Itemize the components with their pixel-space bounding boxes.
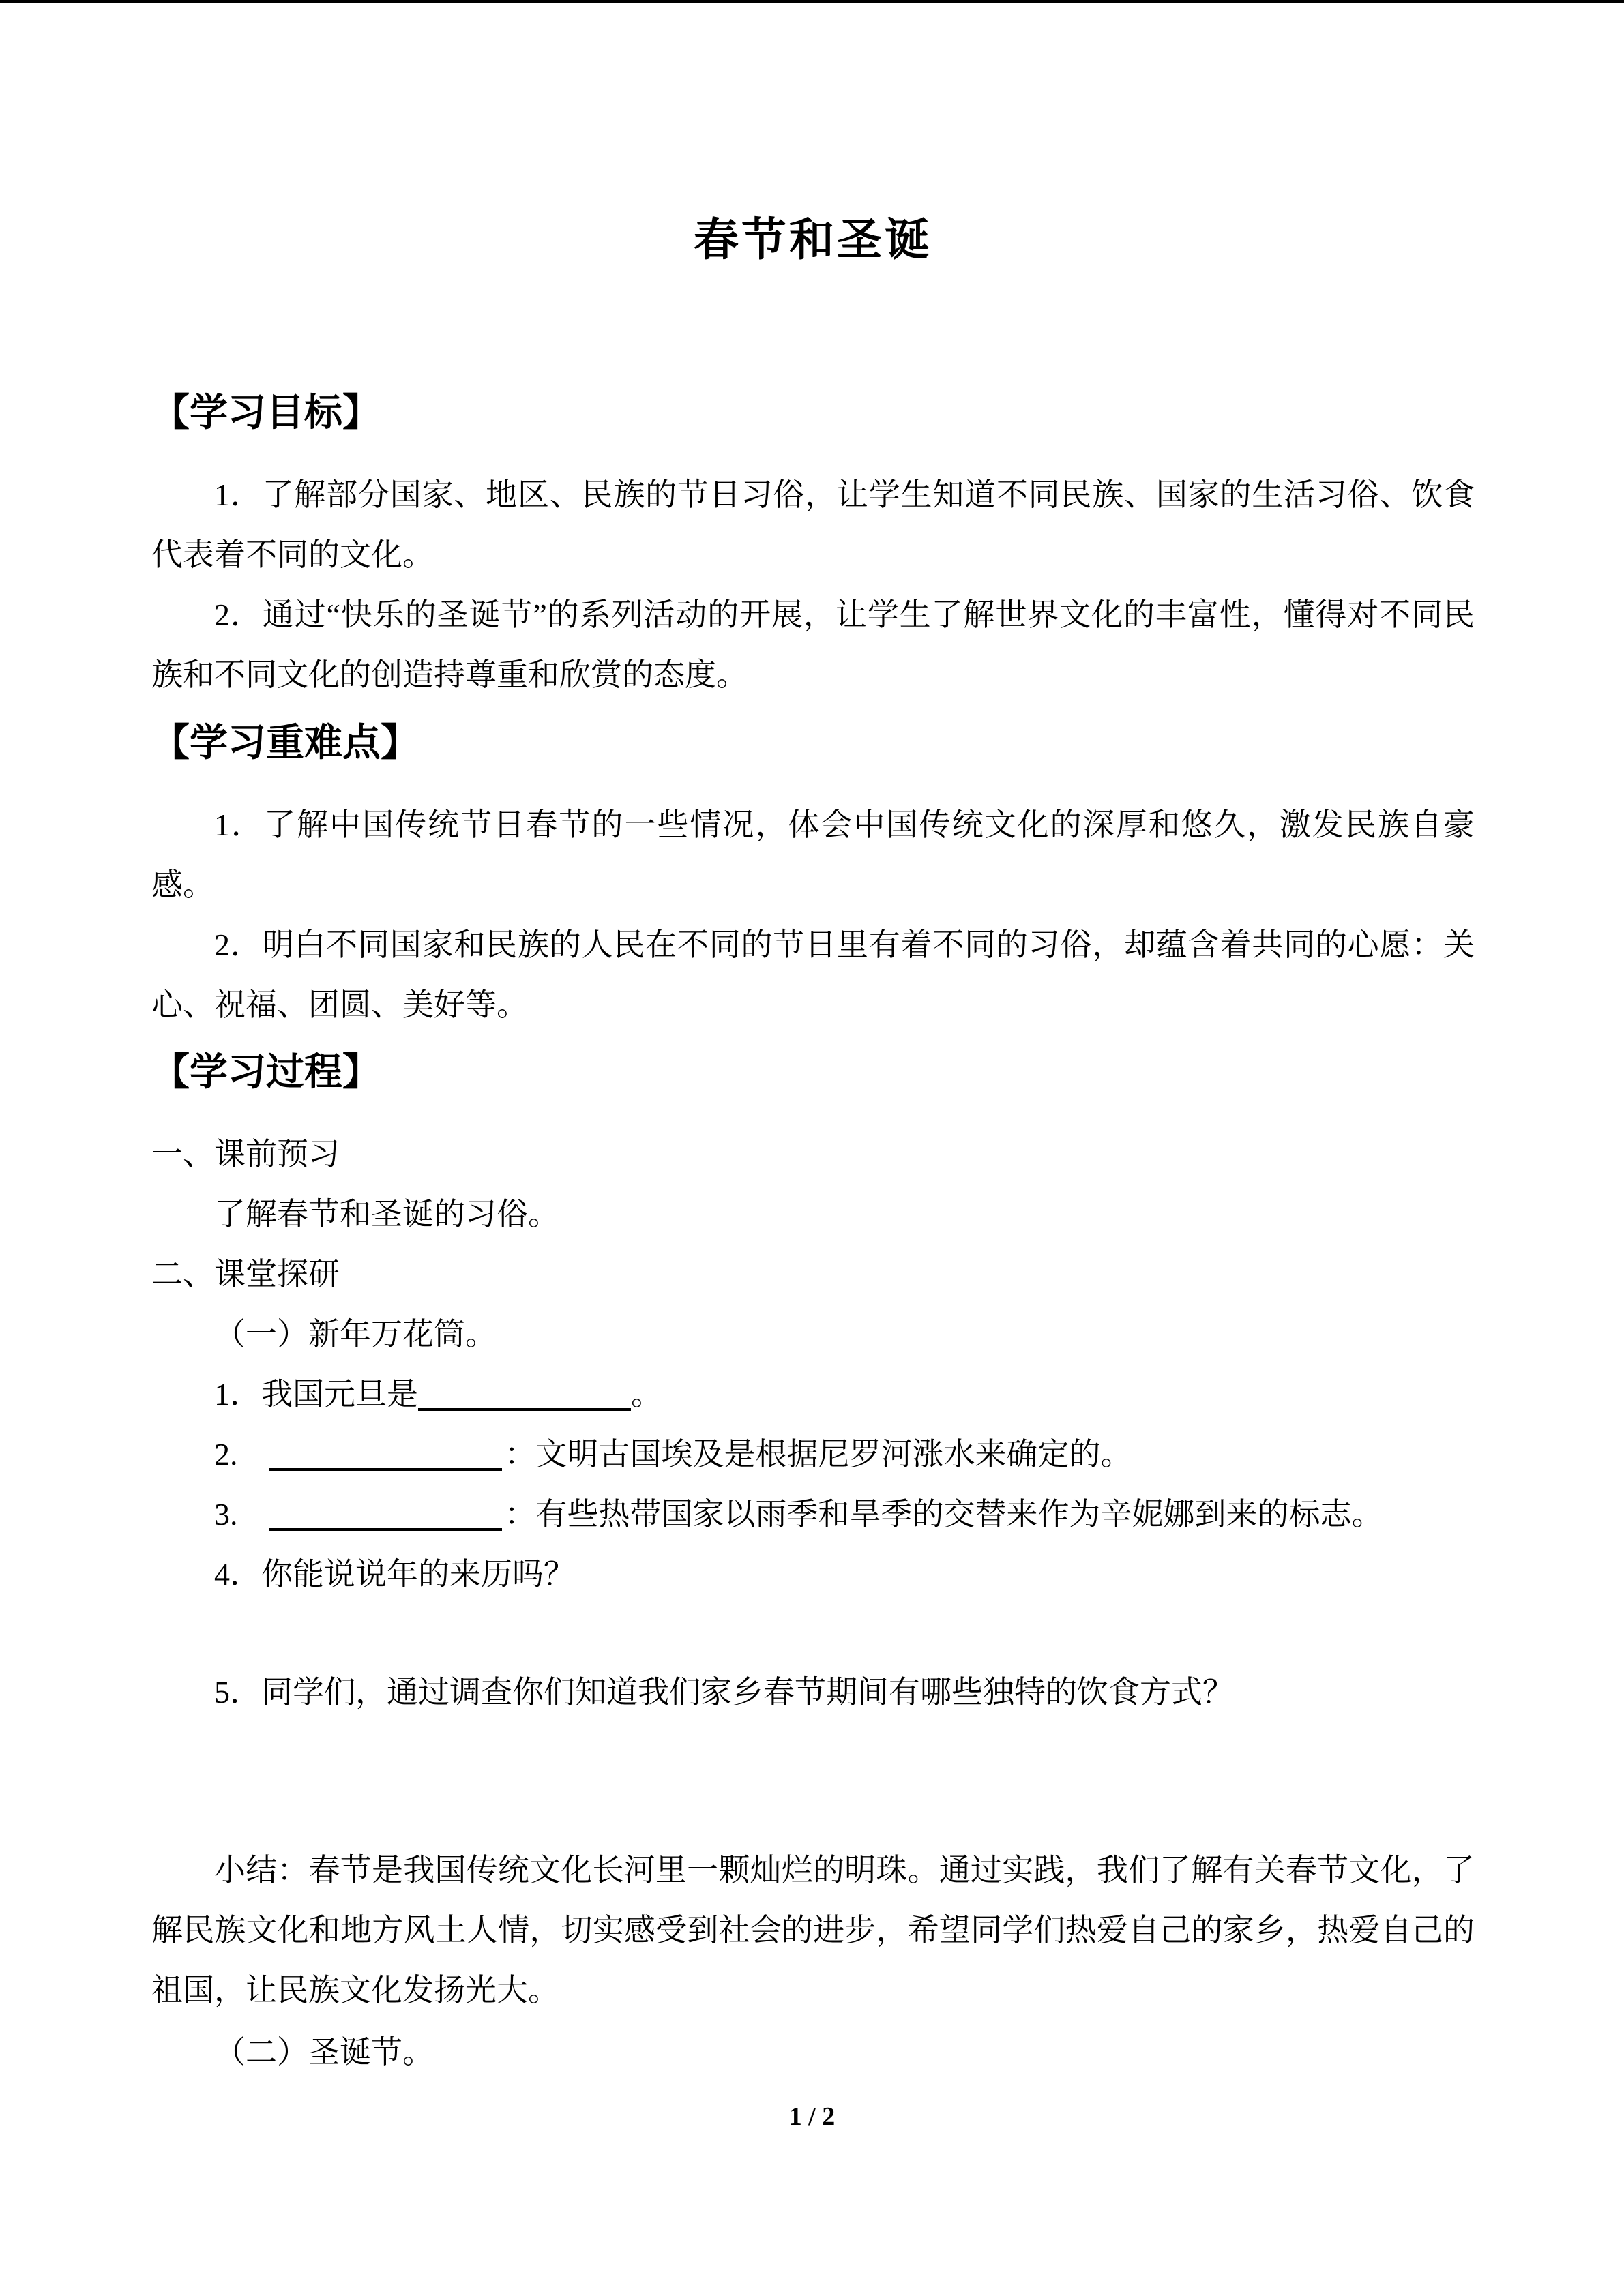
- process-heading: 【学习过程】: [151, 1052, 381, 1094]
- preclass-label: 一、课前预习: [151, 1137, 340, 1172]
- question-4: 4．你能说说年的来历吗？: [214, 1557, 575, 1592]
- question-1: [151, 1365, 1537, 1425]
- fill-in-blank-3: [269, 1494, 502, 1531]
- objectives-heading: 【学习目标】: [151, 392, 381, 434]
- objectives-item-1: 1．了解部分国家、地区、民族的节日习俗，让学生知道不同民族、国家的生活习俗、饮食代表着不同的文化。: [151, 477, 1475, 572]
- summary-paragraph: 小结：春节是我国传统文化长河里一颗灿烂的明珠。通过实践，我们了解有关春节文化，了解民族文化和地方风土人情，切实感受到社会的进步，希望同学们热爱自己的家乡，热爱自己的祖国，让民族文化发扬光大。: [151, 1853, 1475, 2008]
- subsection-2-title: （二）圣诞节。: [214, 2035, 434, 2070]
- inclass-label: 二、课堂探研: [151, 1257, 340, 1292]
- document-title: 春节和圣诞: [694, 215, 932, 265]
- question-3-suffix: ：有些热带国家以雨季和旱季的交替来作为辛妮娜到来的标志。: [504, 1497, 1383, 1532]
- keypoints-item-1: 1．了解中国传统节日春节的一些情况，体会中国传统文化的深厚和悠久，激发民族自豪感。: [151, 807, 1475, 902]
- keypoints-heading: 【学习重难点】: [151, 722, 419, 764]
- question-3: [151, 1485, 1537, 1545]
- question-3-prefix: 3.: [214, 1497, 238, 1532]
- fill-in-blank-1: [418, 1374, 631, 1411]
- question-2-suffix: ：文明古国埃及是根据尼罗河涨水来确定的。: [504, 1437, 1132, 1472]
- objectives-item-2: 2．通过“快乐的圣诞节”的系列活动的开展，让学生了解世界文化的丰富性，懂得对不同民族和不同文化的创造持尊重和欣赏的态度。: [151, 597, 1475, 692]
- subsection-1-title: （一）新年万花筒。: [214, 1317, 497, 1352]
- question-5: 5．同学们，通过调查你们知道我们家乡春节期间有哪些独特的饮食方式？: [214, 1675, 1234, 1710]
- page-top-edge: [0, 0, 1624, 3]
- keypoints-item-2: 2．明白不同国家和民族的人民在不同的节日里有着不同的习俗，却蕴含着共同的心愿：关心、祝福、团圆、美好等。: [151, 927, 1475, 1022]
- preclass-task: 了解春节和圣诞的习俗。: [214, 1197, 559, 1232]
- question-1-suffix: 。: [631, 1377, 662, 1412]
- page-number: 1 / 2: [788, 2102, 836, 2131]
- question-1-prefix: 1．我国元旦是: [214, 1377, 418, 1412]
- question-2-prefix: 2.: [214, 1437, 238, 1472]
- fill-in-blank-2: [269, 1434, 502, 1471]
- question-2: [151, 1425, 1537, 1485]
